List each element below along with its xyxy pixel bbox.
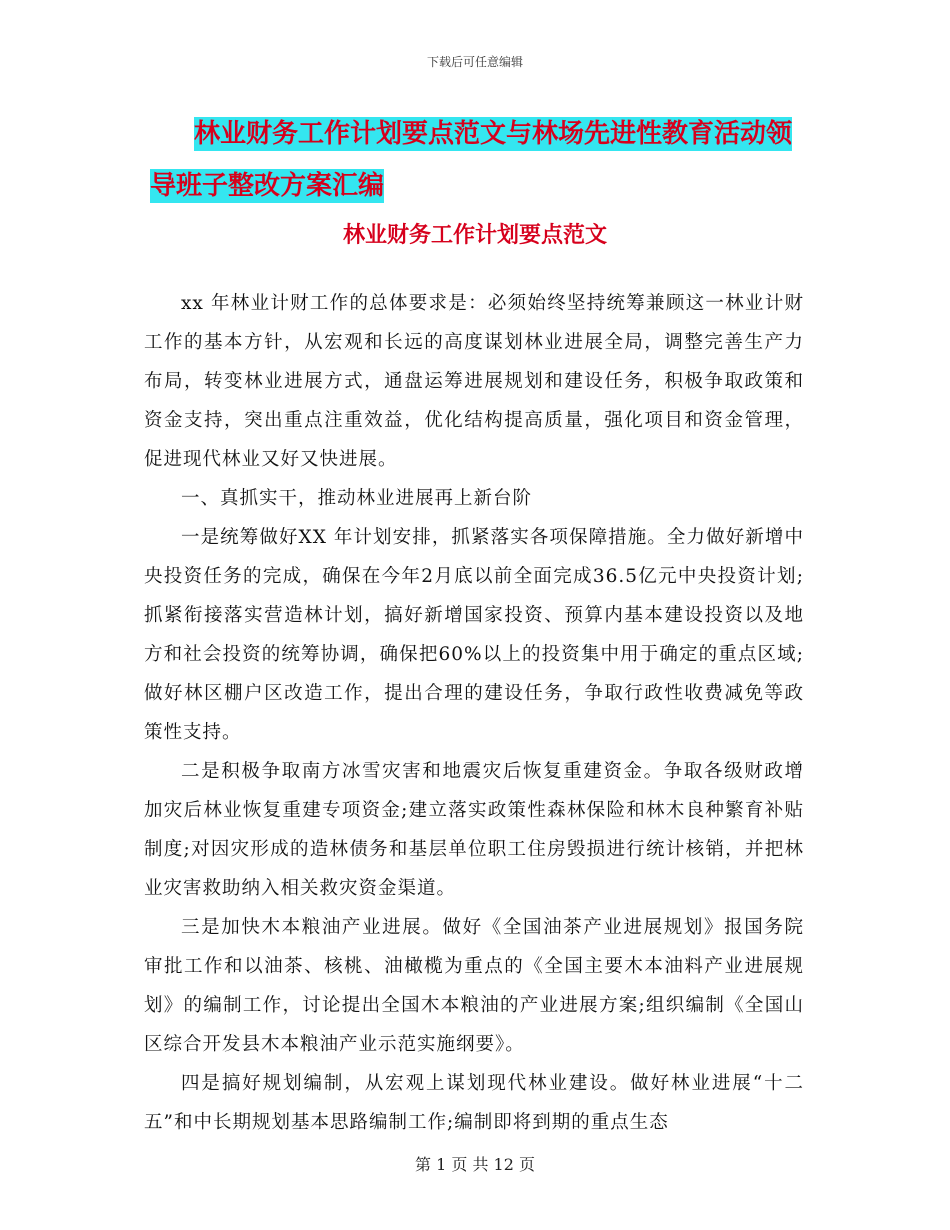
title-highlight-2: 导班子整改方案汇编 — [150, 171, 385, 201]
document-title-line-1 — [150, 108, 810, 160]
paragraph-3: 一是统筹做好XX 年计划安排，抓紧落实各项保障措施。全力做好新增中央投资任务的完成，确保在今年2月底以前全面完成36.5亿元中央投资计划;抓紧衔接落实营造林计划，搞好新增国家投资、预算内基本建设投资以及地方和社会投资的统筹协调，确保把60%以上的投资集中用于确定的重点区域;做好林区棚户区改造工作，提出合理的建设任务，争取行政性收费减免等政策性支持。 — [144, 527, 804, 743]
page-footer: 第 1 页 共 12 页 — [415, 1155, 535, 1174]
header-note: 下载后可任意编辑 — [426, 55, 523, 69]
paragraph-6: 四是搞好规划编制，从宏观上谋划现代林业建设。做好林业进展“十二五”和中长期规划基本思路编制工作;编制即将到期的重点生态 — [144, 1073, 804, 1133]
title-highlight-1: 林业财务工作计划要点范文与林场先进性教育活动领 — [194, 119, 793, 149]
body-text — [144, 284, 804, 1142]
paragraph-5: 三是加快木本粮油产业进展。做好《全国油茶产业进展规划》报国务院审批工作和以油茶、核桃、油橄榄为重点的《全国主要木本油料产业进展规划》的编制工作，讨论提出全国木本粮油的产业进展方案;组织编制《全国山区综合开发县木本粮油产业示范实施纲要》。 — [144, 917, 804, 1055]
section-title: 林业财务工作计划要点范文 — [342, 222, 607, 248]
paragraph-1: xx 年林业计财工作的总体要求是：必须始终坚持统筹兼顾这一林业计财工作的基本方针，从宏观和长远的高度谋划林业进展全局，调整完善生产力布局，转变林业进展方式，通盘运筹进展规划和建设任务，积极争取政策和资金支持，突出重点注重效益，优化结构提高质量，强化项目和资金管理，促进现代林业又好又快进展。 — [144, 293, 804, 470]
paragraph-2: 一、真抓实干，推动林业进展再上新台阶 — [181, 488, 533, 509]
paragraph-4: 二是积极争取南方冰雪灾害和地震灾后恢复重建资金。争取各级财政增加灾后林业恢复重建专项资金;建立落实政策性森林保险和林木良种繁育补贴制度;对因灾形成的造林债务和基层单位职工住房毁损进行统计核销，并把林业灾害救助纳入相关救灾资金渠道。 — [144, 761, 804, 899]
document-title-line-2 — [150, 160, 810, 212]
document-title — [150, 108, 810, 212]
